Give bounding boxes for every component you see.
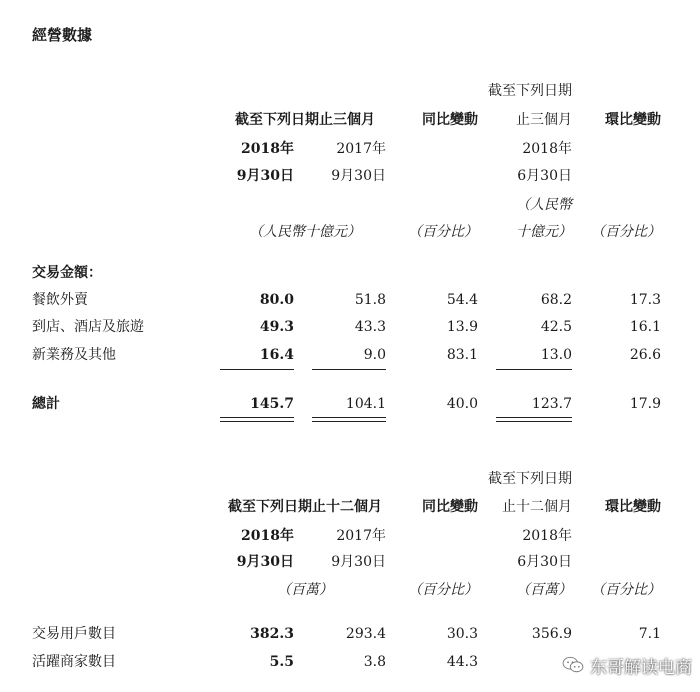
quarter-header: 止三個月: [516, 112, 572, 128]
cell-2017: 3.8: [363, 654, 386, 670]
total-double-rule: [220, 417, 294, 422]
date-0630: 6月30日: [517, 554, 572, 570]
total-double-rule: [312, 417, 386, 422]
cell-yoy: 44.3: [446, 654, 478, 670]
unit-percent-yoy: （百分比）: [408, 582, 478, 598]
date-0630: 6月30日: [517, 168, 572, 184]
year-2018: 2018年: [241, 141, 294, 157]
cell-quarter: 42.5: [540, 319, 572, 335]
qoq-header: 環比變動: [605, 499, 661, 515]
cell-2017: 293.4: [345, 626, 386, 642]
subtotal-rule: [496, 369, 572, 370]
cell-quarter: 356.9: [531, 626, 572, 642]
quarter-header: 止十二個月: [502, 499, 572, 515]
total-qoq: 17.9: [629, 396, 661, 412]
total-quarter: 123.7: [531, 396, 572, 412]
cell-2018: 5.5: [269, 654, 294, 670]
cell-qoq: 7.1: [638, 626, 661, 642]
year-2017: 2017年: [336, 141, 386, 157]
year-2018: 2018年: [241, 528, 294, 544]
row-label: 活躍商家數目: [32, 654, 116, 670]
unit-percent-qoq: （百分比）: [591, 582, 661, 598]
cell-qoq: 16.1: [629, 319, 661, 335]
cell-2017: 51.8: [354, 292, 386, 308]
section-label: 交易金額：: [32, 265, 102, 281]
total-2018: 145.7: [250, 396, 294, 412]
subtotal-rule: [312, 369, 386, 370]
asof-header: 截至下列日期: [488, 83, 572, 99]
year-2018-quarter: 2018年: [522, 528, 572, 544]
date-0930-2017: 9月30日: [331, 554, 386, 570]
unit-rmb-billion: （人民幣十億元）: [249, 224, 361, 240]
year-2018-quarter: 2018年: [522, 141, 572, 157]
watermark: [562, 654, 692, 676]
qoq-header: 環比變動: [605, 112, 661, 128]
unit-million: （百萬）: [277, 582, 333, 598]
cell-qoq: 17.3: [629, 292, 661, 308]
cell-2018: 16.4: [259, 347, 294, 363]
asof-header: 截至下列日期: [488, 471, 572, 487]
total-2017: 104.1: [345, 396, 386, 412]
cell-2018: 80.0: [259, 292, 294, 308]
unit-percent-yoy: （百分比）: [408, 224, 478, 240]
cell-yoy: 30.3: [446, 626, 478, 642]
page-title: 經營數據: [32, 26, 93, 44]
row-label: 到店、酒店及旅遊: [32, 319, 144, 335]
cell-yoy: 54.4: [446, 292, 478, 308]
unit-million-quarter: （百萬）: [516, 582, 572, 598]
cell-quarter: 68.2: [540, 292, 572, 308]
watermark-text: 东哥解读电商: [590, 657, 692, 678]
wechat-icon: [562, 656, 584, 674]
date-0930-2018: 9月30日: [236, 168, 294, 184]
row-label: 新業務及其他: [32, 347, 116, 363]
cell-quarter: 13.0: [540, 347, 572, 363]
total-double-rule: [496, 417, 572, 422]
yoy-header: 同比變動: [422, 499, 478, 515]
unit-rmb-line2: 十億元）: [516, 224, 572, 240]
total-label: 總計: [32, 396, 60, 412]
cell-2017: 43.3: [354, 319, 386, 335]
cell-yoy: 13.9: [446, 319, 478, 335]
row-label: 交易用戶數目: [32, 626, 116, 642]
yoy-header: 同比變動: [422, 112, 478, 128]
period-header: 截至下列日期止十二個月: [228, 499, 382, 515]
date-0930-2017: 9月30日: [331, 168, 386, 184]
cell-2018: 49.3: [259, 319, 294, 335]
date-0930-2018: 9月30日: [236, 554, 294, 570]
period-header: 截至下列日期止三個月: [235, 112, 375, 128]
year-2017: 2017年: [336, 528, 386, 544]
cell-yoy: 83.1: [446, 347, 478, 363]
cell-qoq: 26.6: [629, 347, 661, 363]
unit-rmb-line1: （人民幣: [516, 197, 572, 213]
unit-percent-qoq: （百分比）: [591, 224, 661, 240]
total-yoy: 40.0: [446, 396, 478, 412]
cell-2017: 9.0: [363, 347, 386, 363]
subtotal-rule: [220, 369, 294, 370]
cell-2018: 382.3: [250, 626, 294, 642]
row-label: 餐飲外賣: [32, 292, 88, 308]
